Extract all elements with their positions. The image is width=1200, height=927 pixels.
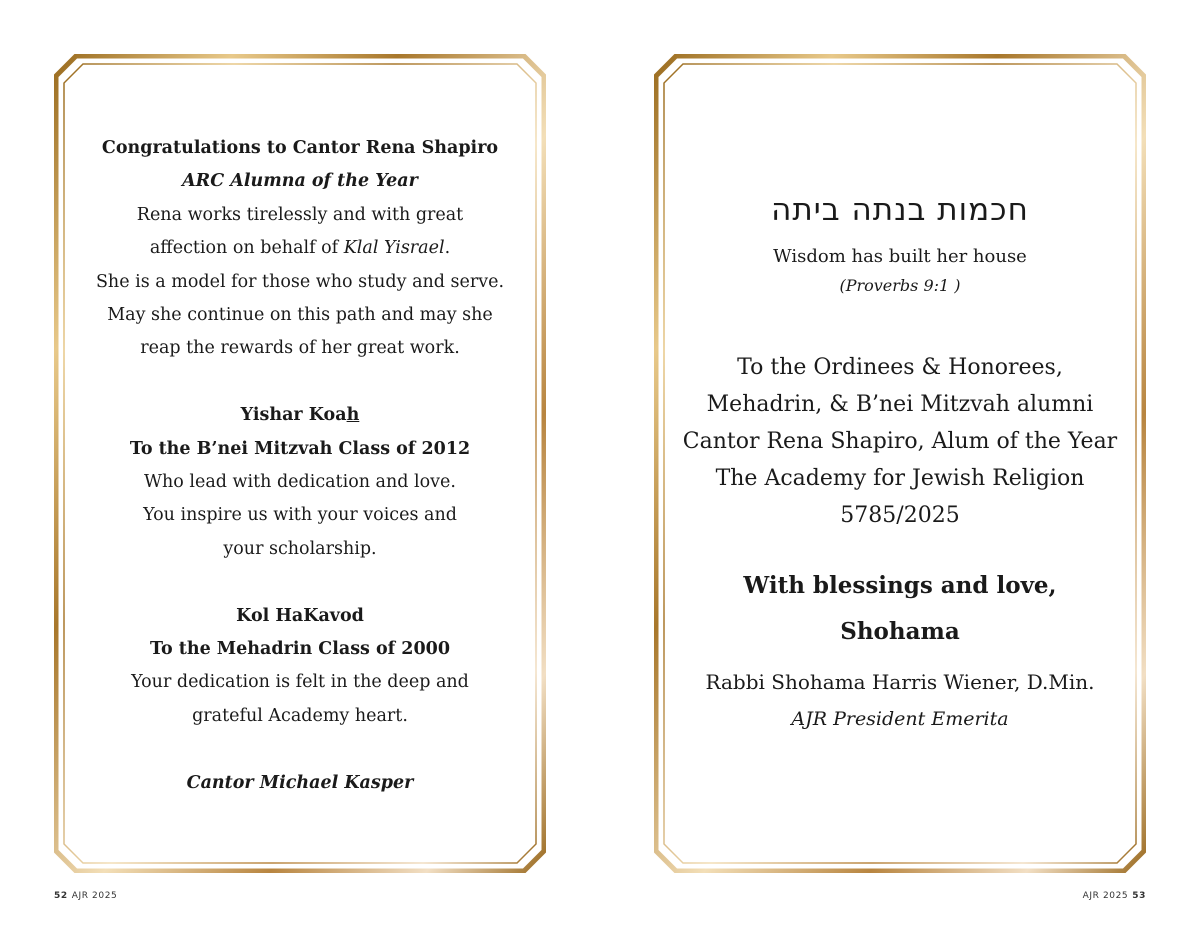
mehadrin-line-1: Your dedication is felt in the deep and bbox=[131, 672, 469, 693]
mehadrin-line-2: grateful Academy heart. bbox=[192, 705, 408, 726]
rena-line-2: affection on behalf of Klal Yisrael. bbox=[149, 238, 451, 259]
verse-citation: (Proverbs 9:1 ) bbox=[839, 276, 961, 295]
left-footer-label: AJR 2025 bbox=[71, 891, 118, 901]
kol-hakavod-heading: Kol HaKavod bbox=[236, 605, 364, 626]
honorees-line: 5785/2025 bbox=[840, 503, 960, 528]
blessing-line: With blessings and love, bbox=[743, 572, 1057, 599]
honorees-line: To the Ordinees & Honorees, bbox=[737, 355, 1063, 380]
right-footer-label: AJR 2025 bbox=[1082, 891, 1129, 901]
bnei-mitzvah-line-3: your scholarship. bbox=[223, 538, 377, 559]
rena-line-4: May she continue on this path and may she bbox=[107, 305, 493, 326]
right-page-frame bbox=[654, 54, 1146, 873]
right-page-footer bbox=[1083, 891, 1146, 901]
rena-line-1: Rena works tirelessly and with great bbox=[136, 204, 464, 225]
mehadrin-heading: To the Mehadrin Class of 2000 bbox=[149, 639, 450, 660]
left-signature: Cantor Michael Kasper bbox=[186, 772, 414, 793]
rena-line-3: She is a model for those who study and serve. bbox=[95, 271, 505, 292]
honorees-line: Cantor Rena Shapiro, Alum of the Year bbox=[682, 429, 1118, 454]
hebrew-verse: חכמות בנתה ביתה bbox=[771, 192, 1029, 228]
honorees-block bbox=[654, 349, 1146, 534]
signer-title: AJR President Emerita bbox=[791, 708, 1009, 730]
signer-full-name: Rabbi Shohama Harris Wiener, D.Min. bbox=[705, 670, 1095, 694]
left-page-text bbox=[78, 132, 522, 800]
signer-short-name: Shohama bbox=[840, 618, 960, 645]
alumna-subtitle: ARC Alumna of the Year bbox=[182, 171, 418, 192]
left-page-number: 52 bbox=[54, 891, 68, 901]
honorees-line: The Academy for Jewish Religion bbox=[715, 466, 1085, 491]
right-page-number: 53 bbox=[1132, 891, 1146, 901]
left-page-frame bbox=[54, 54, 546, 873]
honorees-line: Mehadrin, & B’nei Mitzvah alumni bbox=[706, 392, 1094, 417]
yishar-koah-heading: Yishar Koah bbox=[240, 405, 360, 426]
verse-translation: Wisdom has built her house bbox=[773, 246, 1027, 267]
congratulations-heading: Congratulations to Cantor Rena Shapiro bbox=[101, 138, 499, 158]
bnei-mitzvah-line-1: Who lead with dedication and love. bbox=[144, 472, 456, 493]
rena-line-5: reap the rewards of her great work. bbox=[140, 338, 460, 359]
bnei-mitzvah-line-2: You inspire us with your voices and bbox=[143, 505, 457, 526]
bnei-mitzvah-heading: To the B’nei Mitzvah Class of 2012 bbox=[129, 438, 471, 459]
left-page-footer bbox=[54, 891, 117, 901]
